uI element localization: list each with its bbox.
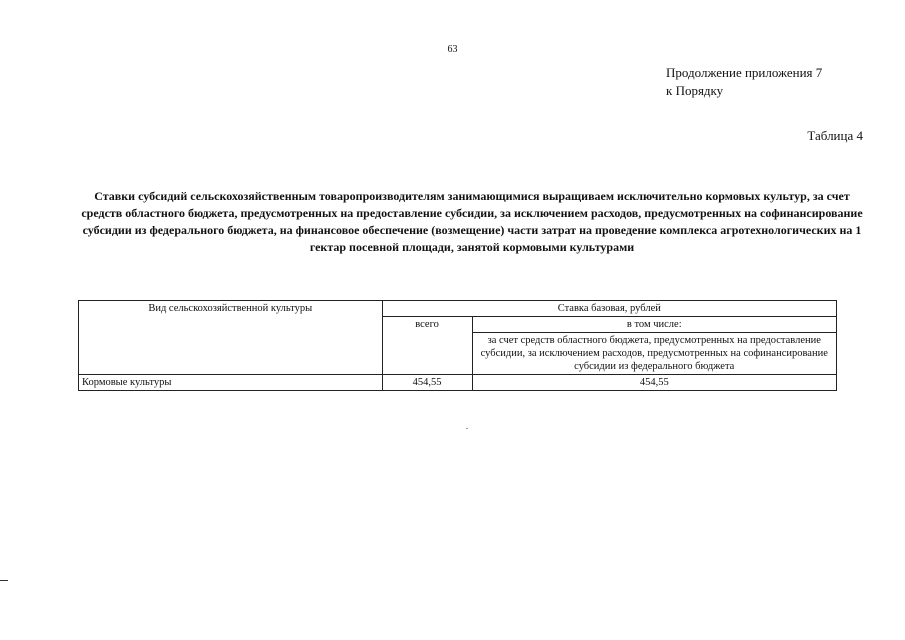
header-regional-budget: за счет средств областного бюджета, предусмотренных на предоставление субсидии, за исключением расходов, предусмотренных на софинансирование субсидии из федерального бюджета <box>472 333 837 375</box>
table-row <box>79 375 837 391</box>
header-total: всего <box>382 317 472 375</box>
subsidy-rates-table <box>78 300 837 391</box>
cell-crop: Кормовые культуры <box>79 375 383 391</box>
appendix-reference <box>666 64 822 100</box>
page-number: 63 <box>447 44 458 55</box>
table-label: Таблица 4 <box>807 128 863 143</box>
scan-speck <box>466 428 468 429</box>
cell-regional: 454,55 <box>472 375 837 391</box>
header-crop-type: Вид сельскохозяйственной культуры <box>79 301 383 375</box>
header-including: в том числе: <box>472 317 837 333</box>
margin-tick-mark <box>0 580 8 581</box>
appendix-line-2: к Порядку <box>666 83 724 98</box>
document-title: Ставки субсидий сельскохозяйственным товаропроизводителям занимающимися выращиваем исключительно кормовых культур, за счет средств областного бюджета, предусмотренных на предоставление субсидии, за исключением расходов, предусмотренных на софинансирование субсидии из федерального бюджета, на финансовое обеспечение (возмещение) части затрат на проведение комплекса агротехнологических на 1 гектар посевной площади, занятой кормовыми культурами <box>81 189 863 254</box>
header-base-rate: Ставка базовая, рублей <box>382 301 836 317</box>
appendix-line-1: Продолжение приложения 7 <box>666 65 823 80</box>
table-header-row-1 <box>79 301 837 317</box>
cell-total: 454,55 <box>382 375 472 391</box>
